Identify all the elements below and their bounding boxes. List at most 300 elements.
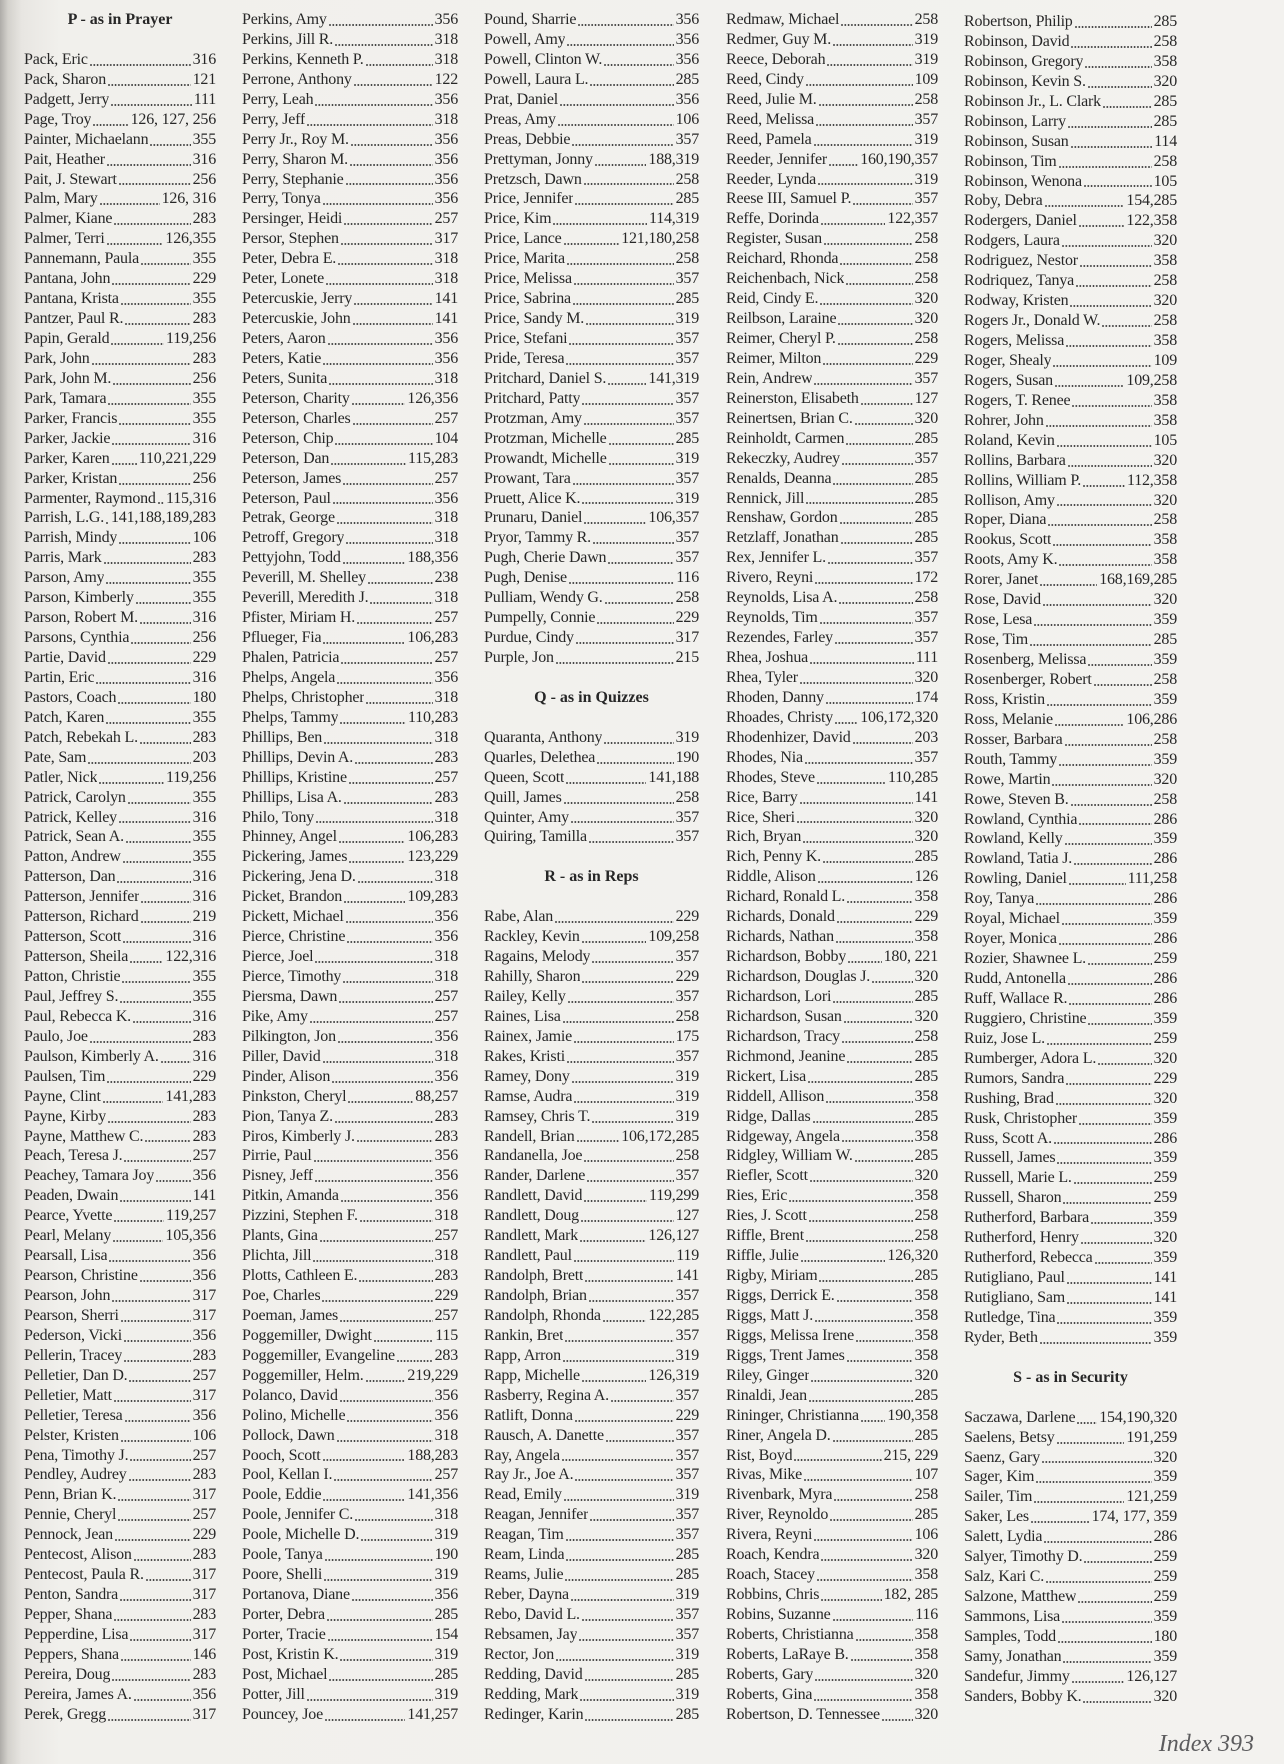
index-entry: [726, 469, 938, 489]
dot-leader: [833, 1619, 914, 1621]
dot-leader: [1053, 544, 1151, 546]
dot-leader: [1068, 983, 1152, 985]
entry-name: Ramey, Dony: [484, 1067, 570, 1085]
entry-pages: 357: [675, 1167, 699, 1185]
dot-leader: [1058, 1641, 1152, 1643]
entry-pages: 229: [914, 349, 938, 367]
dot-leader: [1074, 1182, 1152, 1184]
entry-name: Park, John: [24, 349, 90, 367]
index-entry: [242, 1047, 458, 1067]
entry-pages: 317: [192, 1486, 216, 1504]
entry-pages: 317: [192, 1287, 216, 1304]
entry-name: Pollock, Dawn: [242, 1426, 335, 1444]
dot-leader: [354, 84, 433, 86]
entry-pages: 320: [1153, 591, 1177, 609]
entry-name: Porter, Debra: [242, 1606, 325, 1623]
entry-pages: 190: [434, 1546, 458, 1564]
entry-name: Robbins, Chris: [726, 1586, 820, 1604]
entry-pages: 257: [434, 987, 458, 1005]
entry-pages: 229: [192, 1067, 216, 1085]
entry-pages: 356: [434, 1147, 458, 1165]
entry-pages: 359: [1153, 1249, 1177, 1267]
index-entry: [484, 1067, 699, 1087]
index-entry: [726, 130, 938, 150]
dot-leader: [563, 1021, 674, 1023]
entry-name: Price, Jennifer: [484, 190, 574, 208]
entry-name: Rosser, Barbara: [964, 730, 1063, 748]
dot-leader: [1075, 26, 1152, 28]
entry-name: Philo, Tony: [242, 808, 314, 826]
entry-pages: 319: [675, 1087, 699, 1105]
entry-pages: 320: [914, 409, 938, 427]
dot-leader: [609, 463, 674, 465]
index-entry: [242, 189, 458, 209]
dot-leader: [335, 443, 432, 445]
entry-pages: 285: [914, 1267, 938, 1285]
entry-pages: 359: [1153, 1149, 1177, 1167]
entry-pages: 259: [1153, 1568, 1177, 1586]
entry-pages: 114: [1154, 132, 1177, 150]
dot-leader: [119, 483, 190, 485]
entry-pages: 121,180,258: [621, 230, 699, 248]
dot-leader: [90, 1041, 191, 1043]
entry-name: Pepperdine, Lisa: [24, 1625, 129, 1643]
dot-leader: [861, 1420, 885, 1422]
dot-leader: [103, 1101, 164, 1103]
index-entry: [964, 152, 1177, 172]
dot-leader: [118, 702, 190, 704]
index-entry: [726, 1525, 938, 1545]
entry-pages: 358: [1153, 332, 1177, 349]
entry-name: Pickett, Michael: [242, 908, 344, 926]
index-entry: [242, 927, 458, 947]
index-entry: [964, 12, 1177, 32]
index-entry: [964, 1188, 1177, 1208]
dot-leader: [609, 443, 674, 445]
entry-pages: 229: [434, 1287, 458, 1304]
entry-name: Ridge, Dallas: [726, 1107, 811, 1125]
entry-pages: 359: [1153, 1109, 1177, 1127]
dot-leader: [322, 1300, 432, 1302]
dot-leader: [821, 223, 886, 225]
entry-name: Pena, Timothy J.: [24, 1446, 129, 1464]
dot-leader: [789, 1200, 912, 1202]
index-entry: [964, 1069, 1177, 1089]
index-section: [964, 1348, 1177, 1707]
entry-pages: 119,256: [165, 768, 216, 786]
entry-name: Persinger, Heidi: [242, 210, 343, 228]
entry-name: Salett, Lydia: [964, 1528, 1043, 1546]
entry-name: Pait, J. Stewart: [24, 170, 117, 188]
entry-name: Pumpelly, Connie: [484, 609, 596, 627]
dot-leader: [605, 602, 674, 604]
index-entry: [964, 291, 1177, 311]
dot-leader: [1079, 823, 1151, 825]
index-entry: [24, 907, 216, 927]
entry-name: Rivenbark, Myra: [726, 1486, 833, 1504]
dot-leader: [140, 1280, 191, 1282]
dot-leader: [584, 183, 674, 185]
entry-pages: 122,358: [1126, 212, 1177, 230]
entry-name: Richardson, Douglas J.: [726, 968, 871, 985]
entry-pages: 356: [192, 1685, 216, 1703]
entry-pages: 357: [675, 529, 699, 547]
entry-pages: 319: [675, 449, 699, 467]
entry-pages: 258: [675, 170, 699, 188]
entry-pages: 358: [914, 1346, 938, 1364]
entry-name: Persor, Stephen: [242, 230, 339, 248]
dot-leader: [323, 363, 432, 365]
dot-leader: [366, 1380, 406, 1382]
entry-pages: 316: [192, 50, 216, 68]
dot-leader: [1074, 863, 1152, 865]
entry-name: Price, Sandy M.: [484, 310, 585, 328]
index-entry: [726, 389, 938, 409]
entry-pages: 318: [434, 948, 458, 966]
entry-name: Palmer, Terri: [24, 230, 105, 248]
index-entry: [24, 1685, 216, 1705]
index-entry: [242, 50, 458, 70]
index-entry: [242, 588, 458, 608]
index-entry: [24, 1027, 216, 1047]
entry-pages: 285: [434, 1665, 458, 1683]
index-entry: [964, 1428, 1177, 1448]
entry-pages: 356: [192, 1247, 216, 1265]
index-entry: [726, 847, 938, 867]
entry-pages: 259: [1153, 1548, 1177, 1566]
index-entry: [484, 1625, 699, 1645]
entry-pages: 122: [434, 70, 458, 88]
dot-leader: [556, 1659, 674, 1661]
entry-pages: 258: [914, 11, 938, 28]
entry-pages: 175: [675, 1027, 699, 1045]
dot-leader: [566, 1559, 673, 1561]
entry-pages: 318: [434, 1207, 458, 1225]
dot-leader: [585, 1280, 673, 1282]
index-entry: [484, 1346, 699, 1366]
entry-pages: 316: [192, 888, 216, 906]
entry-name: Ries, J. Scott: [726, 1207, 807, 1225]
entry-pages: 356: [192, 1326, 216, 1344]
entry-pages: 357: [675, 389, 699, 407]
dot-leader: [343, 483, 432, 485]
entry-pages: 283: [192, 1546, 216, 1564]
dot-leader: [130, 1459, 190, 1461]
dot-leader: [571, 1599, 674, 1601]
dot-leader: [567, 44, 673, 46]
entry-pages: 320: [1153, 1229, 1177, 1247]
entry-pages: 357: [675, 1606, 699, 1623]
dot-leader: [836, 941, 913, 943]
entry-pages: 257: [434, 649, 458, 666]
index-entry: [484, 449, 699, 469]
index-entry: [242, 668, 458, 688]
index-entry: [726, 1027, 938, 1047]
entry-name: Partin, Eric: [24, 668, 95, 686]
dot-leader: [587, 1180, 673, 1182]
index-entry: [964, 510, 1177, 530]
entry-pages: 123,229: [407, 848, 458, 866]
dot-leader: [315, 1180, 433, 1182]
entry-pages: 141: [914, 788, 938, 806]
index-entry: [24, 508, 216, 528]
entry-name: Patterson, Sheila: [24, 948, 129, 966]
dot-leader: [848, 961, 881, 963]
entry-pages: 357: [675, 349, 699, 367]
entry-pages: 258: [1153, 730, 1177, 748]
index-entry: [964, 331, 1177, 351]
entry-pages: 188,283: [407, 1446, 458, 1464]
dot-leader: [586, 323, 673, 325]
entry-name: Quiring, Tamilla: [484, 828, 587, 846]
entry-pages: 320: [1153, 1049, 1177, 1067]
entry-pages: 116: [676, 569, 699, 587]
index-entry: [726, 1107, 938, 1127]
entry-name: Perrone, Anthony: [242, 70, 352, 88]
dot-leader: [837, 1300, 913, 1302]
index-entry: [24, 90, 216, 110]
entry-name: Rebo, David L.: [484, 1606, 580, 1623]
entry-name: Poole, Eddie: [242, 1486, 322, 1504]
dot-leader: [1036, 1481, 1151, 1483]
entry-pages: 358: [914, 1685, 938, 1703]
entry-pages: 109: [914, 70, 938, 88]
index-entry: [726, 30, 938, 50]
entry-name: Reichard, Rhonda: [726, 250, 839, 268]
entry-pages: 283: [192, 349, 216, 367]
index-entry: [726, 1545, 938, 1565]
dot-leader: [842, 1140, 913, 1142]
entry-name: Randanella, Joe: [484, 1147, 583, 1165]
dot-leader: [1059, 564, 1151, 566]
entry-name: Sanders, Bobby K.: [964, 1687, 1082, 1705]
entry-name: Rhea, Joshua: [726, 649, 809, 666]
entry-pages: 258: [914, 230, 938, 248]
entry-name: Parmenter, Raymond: [24, 489, 156, 507]
dot-leader: [337, 522, 433, 524]
entry-name: Peterson, Charles: [242, 409, 351, 427]
index-entry: [24, 1127, 216, 1147]
entry-name: Piros, Kimberly J.: [242, 1127, 355, 1145]
index-entry: [964, 610, 1177, 630]
dot-leader: [842, 463, 913, 465]
dot-leader: [334, 1479, 432, 1481]
entry-pages: 320: [914, 1366, 938, 1384]
entry-pages: 229: [1153, 1069, 1177, 1087]
dot-leader: [1072, 405, 1151, 407]
dot-leader: [314, 1160, 433, 1162]
dot-leader: [129, 1380, 190, 1382]
index-entry: [484, 1485, 699, 1505]
dot-leader: [112, 283, 190, 285]
dot-leader: [815, 1320, 913, 1322]
index-entry: [242, 90, 458, 110]
index-entry: [24, 827, 216, 847]
entry-pages: 285: [675, 70, 699, 88]
dot-leader: [800, 682, 913, 684]
dot-leader: [1046, 1581, 1152, 1583]
index-entry: [726, 309, 938, 329]
entry-name: Pantana, Krista: [24, 290, 119, 308]
dot-leader: [565, 1340, 673, 1342]
dot-leader: [332, 1081, 432, 1083]
entry-pages: 190,358: [887, 1406, 938, 1424]
index-entry: [24, 1326, 216, 1346]
index-entry: [24, 309, 216, 329]
index-entry: [484, 1406, 699, 1426]
dot-leader: [827, 64, 912, 66]
index-entry: [964, 1487, 1177, 1507]
dot-leader: [106, 582, 190, 584]
dot-leader: [366, 702, 432, 704]
entry-pages: 258: [914, 1027, 938, 1045]
dot-leader: [844, 1021, 913, 1023]
entry-name: Pryor, Tammy R.: [484, 529, 591, 547]
entry-name: Pereira, James A.: [24, 1685, 132, 1703]
entry-pages: 119,299: [648, 1187, 699, 1205]
index-entry: [242, 1485, 458, 1505]
entry-name: Pettyjohn, Todd: [242, 549, 341, 567]
dot-leader: [582, 981, 673, 983]
index-entry: [726, 1206, 938, 1226]
entry-name: Prettyman, Jonny: [484, 150, 593, 168]
index-entry: [242, 628, 458, 648]
dot-leader: [821, 1599, 881, 1601]
index-entry: [24, 768, 216, 788]
entry-pages: 286: [1153, 1129, 1177, 1147]
index-column-1: [24, 10, 216, 1725]
index-entry: [24, 1605, 216, 1625]
entry-pages: 126, 127, 256: [130, 110, 216, 128]
entry-name: Register, Susan: [726, 230, 822, 248]
entry-pages: 320: [1153, 1089, 1177, 1107]
dot-leader: [856, 1639, 913, 1641]
dot-leader: [810, 1180, 913, 1182]
dot-leader: [121, 1320, 191, 1322]
entry-pages: 259: [1153, 1169, 1177, 1187]
dot-leader: [99, 782, 164, 784]
index-entry: [24, 449, 216, 469]
entry-pages: 355: [192, 569, 216, 587]
entry-name: Quill, James: [484, 788, 562, 806]
index-entry: [726, 1007, 938, 1027]
entry-name: Poeman, James: [242, 1306, 339, 1324]
dot-leader: [107, 164, 191, 166]
entry-pages: 357: [675, 1625, 699, 1643]
dot-leader: [846, 283, 912, 285]
dot-leader: [574, 1041, 674, 1043]
entry-pages: 318: [434, 250, 458, 268]
dot-leader: [158, 502, 164, 504]
entry-name: Paulson, Kimberly A.: [24, 1047, 159, 1065]
dot-leader: [846, 443, 912, 445]
dot-leader: [584, 423, 674, 425]
entry-pages: 283: [192, 1127, 216, 1145]
entry-pages: 257: [192, 1147, 216, 1165]
index-entry: [484, 489, 699, 509]
entry-name: Reynolds, Tim: [726, 609, 818, 627]
entry-name: Petercuskie, Jerry: [242, 290, 353, 308]
entry-name: Roach, Stacey: [726, 1566, 815, 1584]
index-entry: [24, 867, 216, 887]
entry-name: Rhodes, Steve: [726, 768, 815, 786]
index-entry: [242, 1605, 458, 1625]
entry-name: Robertson, Philip: [964, 13, 1073, 30]
entry-name: Piller, David: [242, 1047, 321, 1065]
dot-leader: [1057, 1162, 1151, 1164]
index-entry: [726, 1266, 938, 1286]
dot-leader: [1098, 1063, 1151, 1065]
index-entry: [484, 1426, 699, 1446]
dot-leader: [350, 164, 433, 166]
dot-leader: [593, 542, 674, 544]
index-entry: [24, 1286, 216, 1306]
entry-pages: 316: [192, 1047, 216, 1065]
entry-name: Perry, Sharon M.: [242, 150, 348, 168]
entry-pages: 319: [434, 1526, 458, 1544]
dot-leader: [115, 1539, 191, 1541]
index-entry: [484, 907, 699, 927]
index-entry: [484, 1087, 699, 1107]
index-entry: [242, 309, 458, 329]
index-entry: [24, 1625, 216, 1645]
index-entry: [964, 112, 1177, 132]
entry-name: Quinter, Amy: [484, 808, 569, 826]
entry-name: Powell, Laura L.: [484, 70, 589, 88]
dot-leader: [606, 1440, 674, 1442]
entry-pages: 319: [914, 50, 938, 68]
entry-name: Patterson, Jennifer: [24, 888, 140, 906]
entry-pages: 358: [914, 1187, 938, 1205]
entry-pages: 107: [914, 1466, 938, 1484]
index-entry: [24, 289, 216, 309]
index-entry: [24, 1645, 216, 1665]
entry-name: Randolph, Brett: [484, 1267, 584, 1285]
entry-pages: 357: [675, 1047, 699, 1065]
dot-leader: [397, 1360, 433, 1362]
entry-pages: 111: [915, 649, 938, 666]
entry-name: Roberts, LaRaye B.: [726, 1645, 849, 1663]
entry-pages: 357: [675, 987, 699, 1005]
index-entry: [964, 211, 1177, 231]
entry-name: Parrish, Mindy: [24, 529, 118, 547]
dot-leader: [1079, 225, 1125, 227]
index-entry: [726, 229, 938, 249]
entry-name: Phillips, Devin A.: [242, 748, 354, 766]
entry-name: Rist, Boyd: [726, 1446, 793, 1464]
index-entry: [726, 1426, 938, 1446]
entry-name: Sandefur, Jimmy: [964, 1667, 1070, 1685]
entry-pages: 358: [914, 1645, 938, 1663]
dot-leader: [347, 941, 432, 943]
index-entry: [484, 548, 699, 568]
dot-leader: [354, 303, 432, 305]
entry-name: Reinertsen, Brian C.: [726, 409, 853, 427]
entry-pages: 116: [915, 1606, 938, 1623]
entry-name: Picket, Brandon: [242, 888, 343, 906]
entry-pages: 110,221,229: [138, 449, 216, 467]
entry-pages: 358: [1153, 52, 1177, 70]
index-entry: [726, 1306, 938, 1326]
entry-name: Pearson, John: [24, 1287, 111, 1304]
entry-pages: 258: [914, 589, 938, 607]
index-entry: [726, 708, 938, 728]
entry-name: Rose, David: [964, 591, 1041, 609]
dot-leader: [794, 1459, 881, 1461]
dot-leader: [134, 1699, 191, 1701]
dot-leader: [119, 423, 190, 425]
entry-name: Rector, Jon: [484, 1645, 555, 1663]
